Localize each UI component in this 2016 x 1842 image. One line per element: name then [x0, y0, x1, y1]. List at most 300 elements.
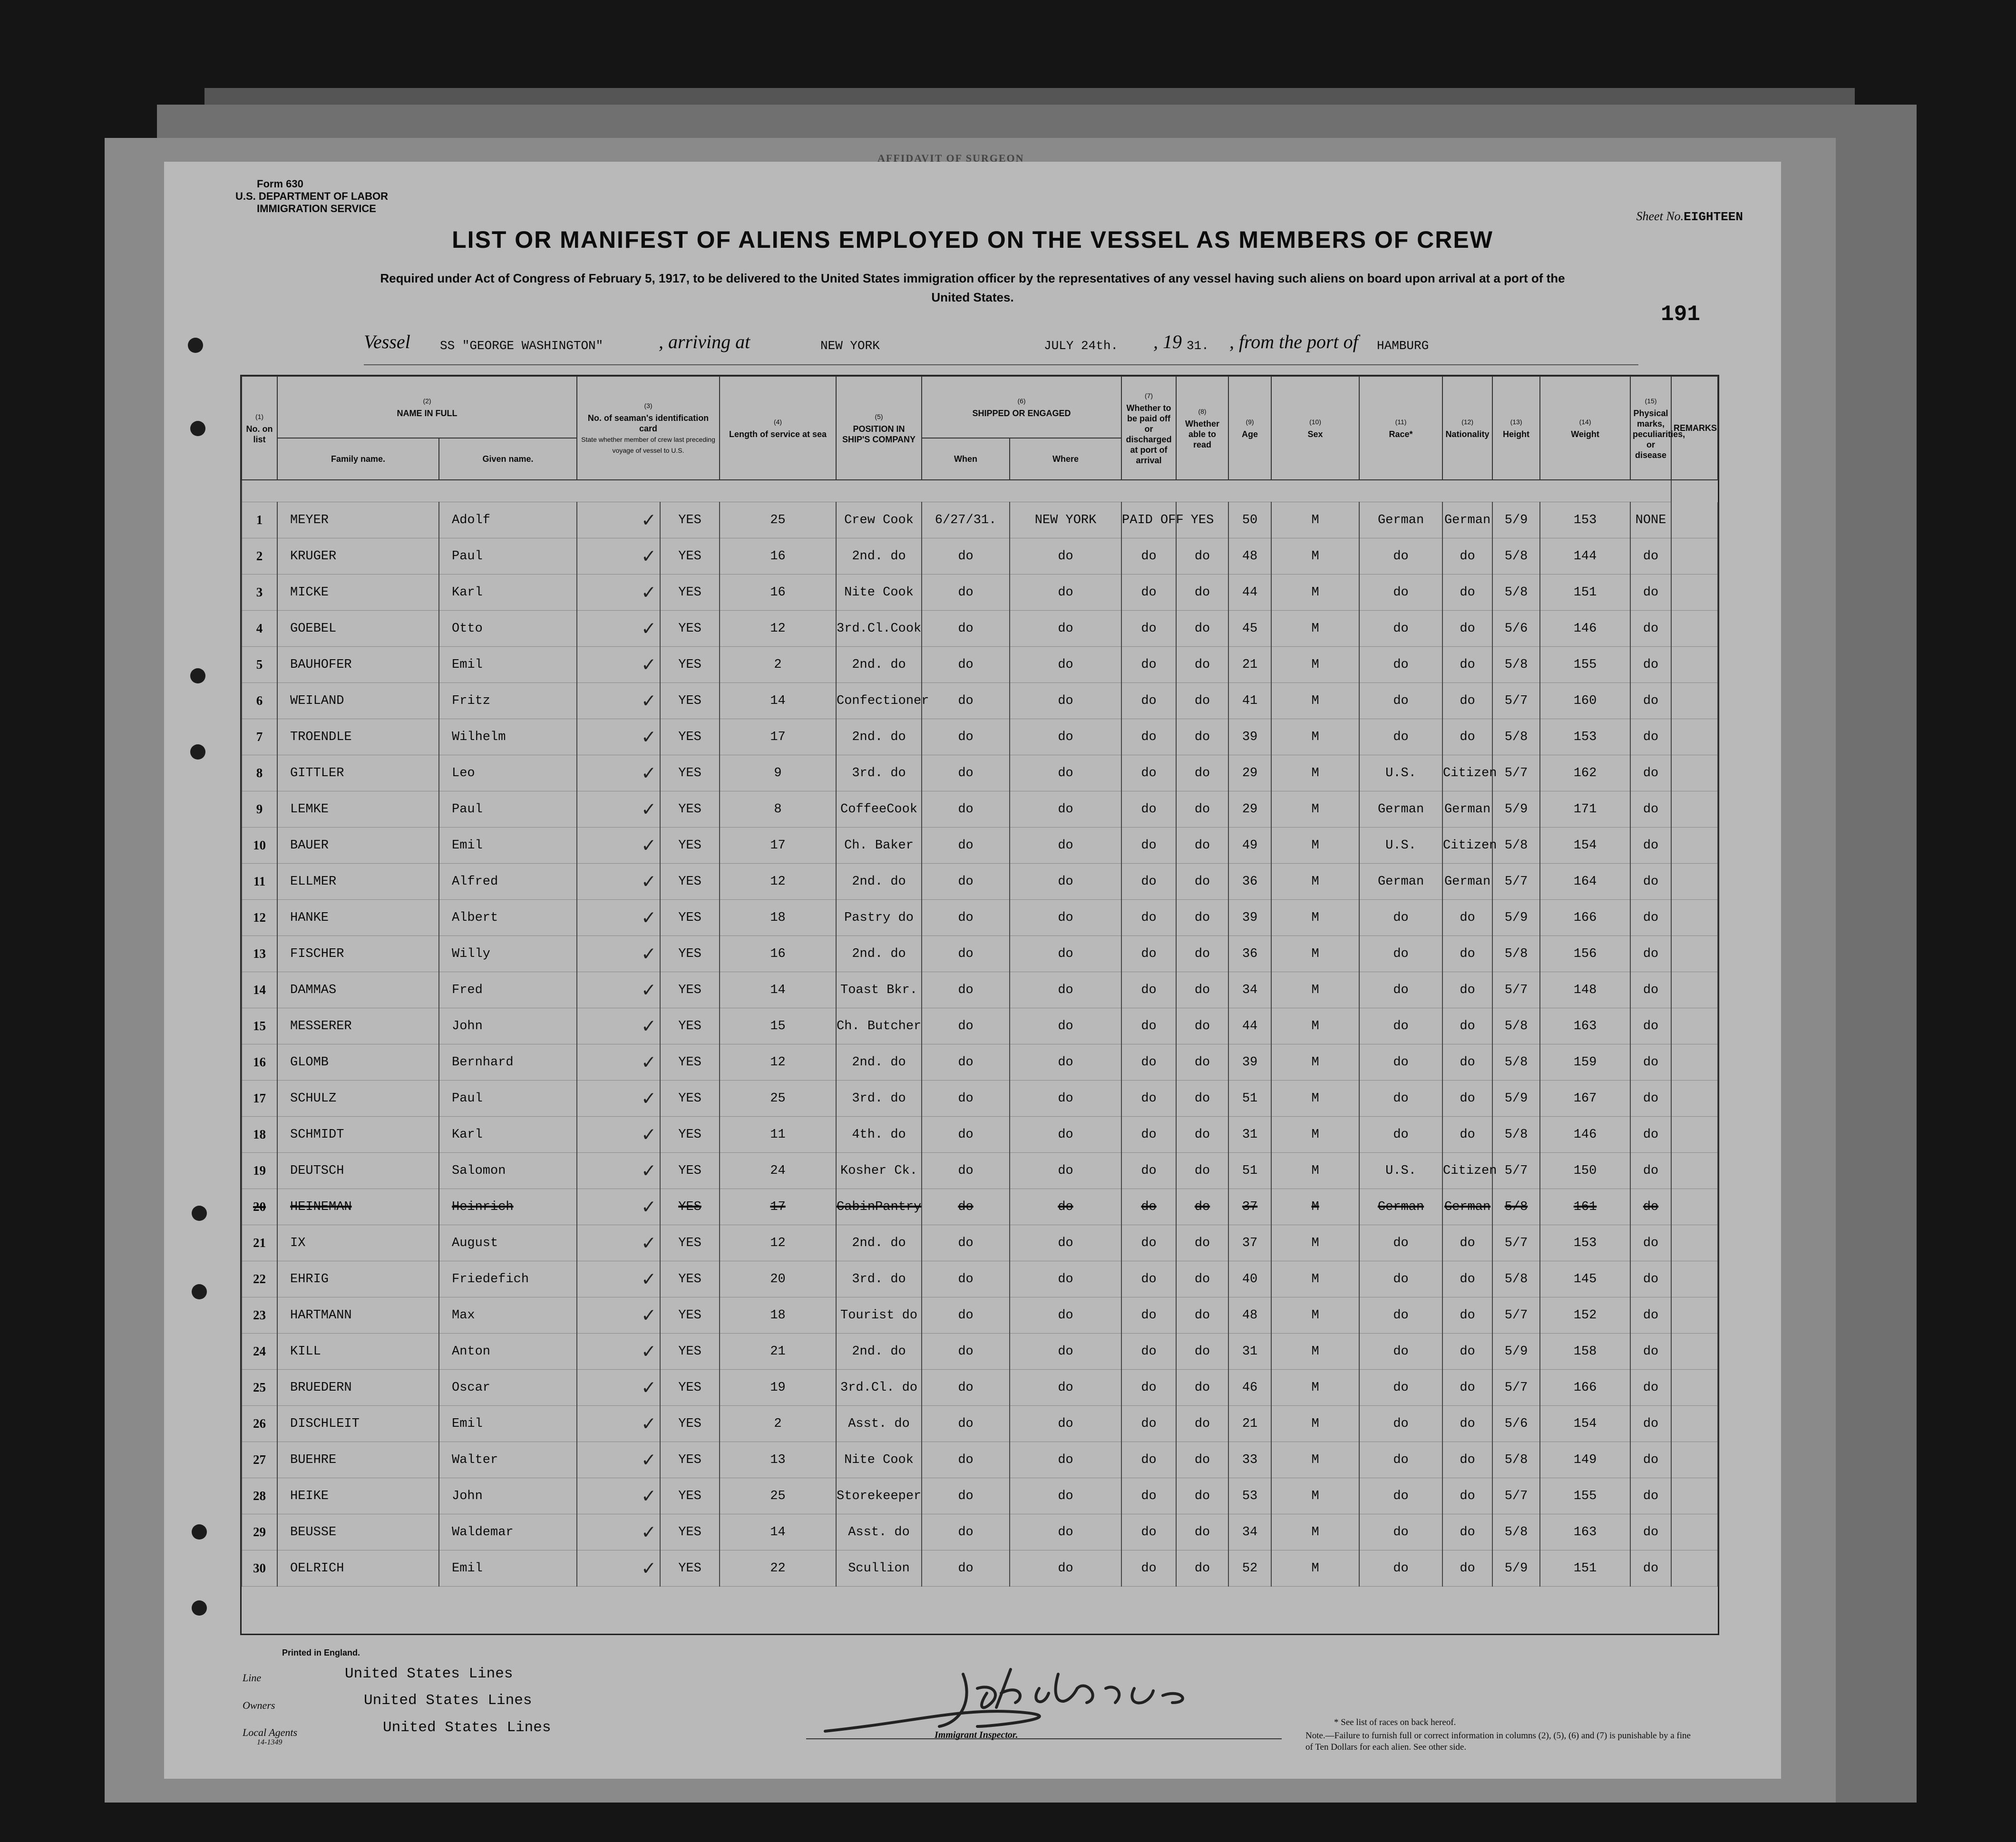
shipped-where: do	[1010, 538, 1121, 575]
sex: M	[1271, 1514, 1359, 1550]
height: 5/7	[1492, 755, 1540, 791]
paid-off: PAID OFF	[1121, 502, 1176, 538]
arrival-date: JULY 24th.	[1044, 339, 1119, 353]
sex: M	[1271, 1261, 1359, 1297]
previous-voyage: YES	[660, 900, 720, 936]
col-header-marks: (15) Physical marks, peculiarities, or disease	[1630, 376, 1671, 480]
able-to-read: do	[1176, 1117, 1228, 1153]
able-to-read: do	[1176, 1261, 1228, 1297]
sex: M	[1271, 972, 1359, 1008]
col-header-where: Where	[1010, 438, 1121, 480]
remarks	[1671, 1153, 1718, 1189]
paid-off: do	[1121, 864, 1176, 900]
previous-voyage: YES	[660, 1081, 720, 1117]
able-to-read: do	[1176, 1225, 1228, 1261]
shipped-where: do	[1010, 1550, 1121, 1587]
service-length: 2	[720, 647, 836, 683]
family-name: BAUER	[277, 828, 439, 864]
list-number: 7	[242, 719, 277, 755]
physical-marks: do	[1630, 828, 1671, 864]
check-mark-icon: ✓	[642, 1413, 655, 1437]
crew-row	[242, 1117, 1718, 1153]
nationality: do	[1442, 900, 1492, 936]
paid-off: do	[1121, 1406, 1176, 1442]
position: 4th. do	[836, 1117, 922, 1153]
physical-marks: do	[1630, 1225, 1671, 1261]
list-number: 21	[242, 1225, 277, 1261]
age: 33	[1228, 1442, 1271, 1478]
age: 21	[1228, 647, 1271, 683]
remarks	[1671, 828, 1718, 864]
weight: 146	[1540, 611, 1630, 647]
weight: 171	[1540, 791, 1630, 828]
check-mark	[577, 1008, 660, 1044]
crew-row	[242, 1297, 1718, 1334]
able-to-read: do	[1176, 575, 1228, 611]
shipped-where: do	[1010, 1044, 1121, 1081]
age: 50	[1228, 502, 1271, 538]
shipped-when: do	[922, 828, 1010, 864]
shipped-where: do	[1010, 864, 1121, 900]
shipped-when: do	[922, 755, 1010, 791]
family-name: KILL	[277, 1334, 439, 1370]
race: do	[1359, 936, 1442, 972]
able-to-read: do	[1176, 611, 1228, 647]
binding-hole	[188, 338, 203, 353]
paid-off: do	[1121, 1117, 1176, 1153]
shipped-when: do	[922, 1044, 1010, 1081]
check-mark-icon: ✓	[642, 1304, 655, 1328]
list-number: 23	[242, 1297, 277, 1334]
physical-marks: do	[1630, 1081, 1671, 1117]
height: 5/8	[1492, 828, 1540, 864]
shipped-when: do	[922, 1334, 1010, 1370]
weight: 152	[1540, 1297, 1630, 1334]
physical-marks: do	[1630, 1370, 1671, 1406]
family-name: MICKE	[277, 575, 439, 611]
list-number: 28	[242, 1478, 277, 1514]
paid-off: do	[1121, 1370, 1176, 1406]
race: do	[1359, 1370, 1442, 1406]
position: Ch. Butcher	[836, 1008, 922, 1044]
remarks	[1671, 972, 1718, 1008]
able-to-read: do	[1176, 1370, 1228, 1406]
remarks	[1671, 502, 1718, 538]
sex: M	[1271, 575, 1359, 611]
nationality: Citizen	[1442, 828, 1492, 864]
physical-marks: do	[1630, 936, 1671, 972]
previous-voyage: YES	[660, 936, 720, 972]
position: Ch. Baker	[836, 828, 922, 864]
family-name: KRUGER	[277, 538, 439, 575]
check-mark	[577, 1297, 660, 1334]
given-name: Wilhelm	[439, 719, 577, 755]
remarks	[1671, 1081, 1718, 1117]
inspector-signature	[820, 1655, 1248, 1736]
height: 5/9	[1492, 1550, 1540, 1587]
age: 34	[1228, 1514, 1271, 1550]
remarks	[1671, 683, 1718, 719]
age: 21	[1228, 1406, 1271, 1442]
height: 5/8	[1492, 647, 1540, 683]
able-to-read: do	[1176, 828, 1228, 864]
binding-hole	[192, 1600, 207, 1616]
col-header-weight: (14) Weight	[1540, 376, 1630, 480]
remarks	[1671, 538, 1718, 575]
check-mark	[577, 1044, 660, 1081]
paid-off: do	[1121, 1514, 1176, 1550]
shipped-where: do	[1010, 611, 1121, 647]
crew-row	[242, 683, 1718, 719]
position: Nite Cook	[836, 575, 922, 611]
service-length: 14	[720, 1514, 836, 1550]
col-header-paid-off: (7) Whether to be paid off or discharged at port of arrival	[1121, 376, 1176, 480]
list-number: 29	[242, 1514, 277, 1550]
service-length: 25	[720, 1081, 836, 1117]
remarks	[1671, 936, 1718, 972]
weight: 144	[1540, 538, 1630, 575]
able-to-read: do	[1176, 1044, 1228, 1081]
printed-in: Printed in England.	[282, 1648, 360, 1657]
nationality: do	[1442, 575, 1492, 611]
race: do	[1359, 1406, 1442, 1442]
given-name: Willy	[439, 936, 577, 972]
age: 37	[1228, 1189, 1271, 1225]
shipped-where: do	[1010, 575, 1121, 611]
service-length: 8	[720, 791, 836, 828]
shipped-when: do	[922, 575, 1010, 611]
height: 5/7	[1492, 1478, 1540, 1514]
age: 48	[1228, 538, 1271, 575]
nationality: do	[1442, 1478, 1492, 1514]
sex: M	[1271, 1008, 1359, 1044]
remarks	[1671, 1334, 1718, 1370]
service-name: IMMIGRATION SERVICE	[257, 203, 376, 214]
previous-voyage: YES	[660, 1406, 720, 1442]
remarks	[1671, 1550, 1718, 1587]
height: 5/6	[1492, 1406, 1540, 1442]
weight: 156	[1540, 936, 1630, 972]
given-name: Emil	[439, 1406, 577, 1442]
crew-row	[242, 1153, 1718, 1189]
age: 51	[1228, 1153, 1271, 1189]
previous-voyage: YES	[660, 1550, 720, 1587]
agents-value: United States Lines	[383, 1719, 551, 1736]
previous-voyage: YES	[660, 1044, 720, 1081]
service-length: 12	[720, 1044, 836, 1081]
weight: 155	[1540, 647, 1630, 683]
age: 44	[1228, 575, 1271, 611]
crew-row	[242, 647, 1718, 683]
family-name: HARTMANN	[277, 1297, 439, 1334]
check-mark	[577, 900, 660, 936]
list-number: 26	[242, 1406, 277, 1442]
family-name: GOEBEL	[277, 611, 439, 647]
previous-voyage: YES	[660, 1189, 720, 1225]
list-number: 2	[242, 538, 277, 575]
race: do	[1359, 1008, 1442, 1044]
service-length: 17	[720, 719, 836, 755]
check-mark-icon: ✓	[642, 798, 655, 822]
height: 5/7	[1492, 1153, 1540, 1189]
list-number: 27	[242, 1442, 277, 1478]
height: 5/9	[1492, 1334, 1540, 1370]
height: 5/8	[1492, 575, 1540, 611]
weight: 163	[1540, 1008, 1630, 1044]
race: German	[1359, 1189, 1442, 1225]
col-header-nationality: (12) Nationality	[1442, 376, 1492, 480]
height: 5/8	[1492, 538, 1540, 575]
service-length: 9	[720, 755, 836, 791]
col-header-read: (8) Whether able to read	[1176, 376, 1228, 480]
list-number: 8	[242, 755, 277, 791]
shipped-where: do	[1010, 936, 1121, 972]
service-length: 24	[720, 1153, 836, 1189]
paid-off: do	[1121, 1044, 1176, 1081]
nationality: do	[1442, 936, 1492, 972]
family-name: MEYER	[277, 502, 439, 538]
family-name: OELRICH	[277, 1550, 439, 1587]
height: 5/7	[1492, 683, 1540, 719]
given-name: August	[439, 1225, 577, 1261]
age: 46	[1228, 1370, 1271, 1406]
age: 40	[1228, 1261, 1271, 1297]
check-mark-icon: ✓	[642, 545, 655, 569]
family-name: ELLMER	[277, 864, 439, 900]
race: do	[1359, 1081, 1442, 1117]
physical-marks: do	[1630, 755, 1671, 791]
remarks	[1671, 755, 1718, 791]
physical-marks: do	[1630, 719, 1671, 755]
sex: M	[1271, 502, 1359, 538]
shipped-where: do	[1010, 755, 1121, 791]
remarks	[1671, 611, 1718, 647]
position: Toast Bkr.	[836, 972, 922, 1008]
shipped-when: do	[922, 1117, 1010, 1153]
check-mark-icon: ✓	[642, 1196, 655, 1220]
check-mark	[577, 502, 660, 538]
col-header-id-card: (3) No. of seaman's identification card State whether member of crew last preceding voyage of vessel to U.S.	[577, 376, 720, 480]
shipped-when: do	[922, 1370, 1010, 1406]
physical-marks: do	[1630, 1008, 1671, 1044]
previous-voyage: YES	[660, 647, 720, 683]
col-header-when: When	[922, 438, 1010, 480]
check-mark-icon: ✓	[642, 1449, 655, 1473]
nationality: do	[1442, 719, 1492, 755]
paid-off: do	[1121, 1334, 1176, 1370]
position: 3rd. do	[836, 1081, 922, 1117]
check-mark	[577, 1442, 660, 1478]
check-mark-icon: ✓	[642, 509, 655, 533]
paid-off: do	[1121, 936, 1176, 972]
age: 41	[1228, 683, 1271, 719]
given-name: Emil	[439, 647, 577, 683]
list-number: 13	[242, 936, 277, 972]
shipped-where: do	[1010, 791, 1121, 828]
remarks	[1671, 1261, 1718, 1297]
race: do	[1359, 719, 1442, 755]
check-mark	[577, 1117, 660, 1153]
shipped-where: do	[1010, 683, 1121, 719]
race: German	[1359, 502, 1442, 538]
able-to-read: do	[1176, 1081, 1228, 1117]
service-length: 19	[720, 1370, 836, 1406]
check-mark	[577, 1153, 660, 1189]
age: 53	[1228, 1478, 1271, 1514]
check-mark	[577, 719, 660, 755]
family-name: HEINEMAN	[277, 1189, 439, 1225]
age: 44	[1228, 1008, 1271, 1044]
check-mark	[577, 828, 660, 864]
able-to-read: do	[1176, 755, 1228, 791]
check-mark	[577, 611, 660, 647]
shipped-where: do	[1010, 1514, 1121, 1550]
paid-off: do	[1121, 719, 1176, 755]
weight: 158	[1540, 1334, 1630, 1370]
nationality: do	[1442, 1550, 1492, 1587]
physical-marks: do	[1630, 1044, 1671, 1081]
service-length: 18	[720, 1297, 836, 1334]
previous-voyage: YES	[660, 1261, 720, 1297]
arriving-label: , arriving at	[659, 331, 750, 352]
shipped-where: do	[1010, 1261, 1121, 1297]
sex: M	[1271, 719, 1359, 755]
check-mark-icon: ✓	[642, 943, 655, 967]
check-mark-icon: ✓	[642, 617, 655, 642]
age: 49	[1228, 828, 1271, 864]
crew-row	[242, 538, 1718, 575]
able-to-read: do	[1176, 1478, 1228, 1514]
sex: M	[1271, 1297, 1359, 1334]
list-number: 4	[242, 611, 277, 647]
race: do	[1359, 1334, 1442, 1370]
nationality: German	[1442, 1189, 1492, 1225]
physical-marks: do	[1630, 791, 1671, 828]
family-name: SCHULZ	[277, 1081, 439, 1117]
year-prefix: , 19	[1153, 331, 1182, 352]
physical-marks: do	[1630, 1153, 1671, 1189]
col-header-no: (1) No. on list	[242, 376, 277, 480]
height: 5/8	[1492, 1442, 1540, 1478]
vessel-label: Vessel	[364, 331, 410, 352]
given-name: Emil	[439, 1550, 577, 1587]
weight: 153	[1540, 1225, 1630, 1261]
weight: 149	[1540, 1442, 1630, 1478]
list-number: 14	[242, 972, 277, 1008]
remarks	[1671, 1225, 1718, 1261]
race: do	[1359, 1442, 1442, 1478]
check-mark	[577, 1514, 660, 1550]
nationality: do	[1442, 1406, 1492, 1442]
physical-marks: do	[1630, 1514, 1671, 1550]
position: Nite Cook	[836, 1442, 922, 1478]
check-mark-icon: ✓	[642, 653, 655, 678]
nationality: do	[1442, 1117, 1492, 1153]
position: CabinPantry	[836, 1189, 922, 1225]
previous-voyage: YES	[660, 1478, 720, 1514]
family-name: HANKE	[277, 900, 439, 936]
shipped-when: do	[922, 972, 1010, 1008]
table-header	[242, 376, 1718, 502]
binding-hole	[192, 1284, 207, 1299]
col-header-age: (9) Age	[1228, 376, 1271, 480]
physical-marks: do	[1630, 1442, 1671, 1478]
check-mark-icon: ✓	[642, 1557, 655, 1581]
shipped-when: do	[922, 1442, 1010, 1478]
sex: M	[1271, 1189, 1359, 1225]
nationality: do	[1442, 1297, 1492, 1334]
crew-row	[242, 1189, 1718, 1225]
height: 5/8	[1492, 1514, 1540, 1550]
department-name: U.S. DEPARTMENT OF LABOR	[235, 190, 389, 202]
position: Asst. do	[836, 1406, 922, 1442]
age: 48	[1228, 1297, 1271, 1334]
height: 5/9	[1492, 1081, 1540, 1117]
crew-row	[242, 502, 1718, 538]
position: Asst. do	[836, 1514, 922, 1550]
family-name: GITTLER	[277, 755, 439, 791]
check-mark-icon: ✓	[642, 1376, 655, 1401]
remarks	[1671, 1406, 1718, 1442]
paid-off: do	[1121, 1297, 1176, 1334]
age: 37	[1228, 1225, 1271, 1261]
previous-voyage: YES	[660, 972, 720, 1008]
list-number: 30	[242, 1550, 277, 1587]
affidavit-heading: AFFIDAVIT OF SURGEON	[877, 152, 1024, 164]
given-name: Bernhard	[439, 1044, 577, 1081]
list-number: 12	[242, 900, 277, 936]
position: 3rd.Cl. do	[836, 1370, 922, 1406]
col-header-family-name: Family name.	[277, 438, 439, 480]
position: Kosher Ck.	[836, 1153, 922, 1189]
previous-voyage: YES	[660, 1008, 720, 1044]
shipped-where: do	[1010, 828, 1121, 864]
col-header-height: (13) Height	[1492, 376, 1540, 480]
physical-marks: do	[1630, 683, 1671, 719]
weight: 151	[1540, 575, 1630, 611]
weight: 154	[1540, 1406, 1630, 1442]
list-number: 22	[242, 1261, 277, 1297]
check-mark	[577, 647, 660, 683]
family-name: MESSERER	[277, 1008, 439, 1044]
height: 5/8	[1492, 936, 1540, 972]
nationality: Citizen	[1442, 1153, 1492, 1189]
age: 31	[1228, 1117, 1271, 1153]
crew-row	[242, 1514, 1718, 1550]
family-name: DAMMAS	[277, 972, 439, 1008]
list-number: 24	[242, 1334, 277, 1370]
weight: 166	[1540, 1370, 1630, 1406]
col-header-service: (4) Length of service at sea	[720, 376, 836, 480]
weight: 160	[1540, 683, 1630, 719]
age: 36	[1228, 864, 1271, 900]
previous-voyage: YES	[660, 502, 720, 538]
list-number: 25	[242, 1370, 277, 1406]
paid-off: do	[1121, 538, 1176, 575]
shipped-where: do	[1010, 1478, 1121, 1514]
physical-marks: do	[1630, 1406, 1671, 1442]
col-header-sex: (10) Sex	[1271, 376, 1359, 480]
able-to-read: do	[1176, 1514, 1228, 1550]
check-mark-icon: ✓	[642, 581, 655, 605]
sex: M	[1271, 1478, 1359, 1514]
weight: 146	[1540, 1117, 1630, 1153]
race: U.S.	[1359, 1153, 1442, 1189]
shipped-when: do	[922, 864, 1010, 900]
sex: M	[1271, 936, 1359, 972]
departure-port: HAMBURG	[1377, 339, 1429, 353]
able-to-read: do	[1176, 1334, 1228, 1370]
